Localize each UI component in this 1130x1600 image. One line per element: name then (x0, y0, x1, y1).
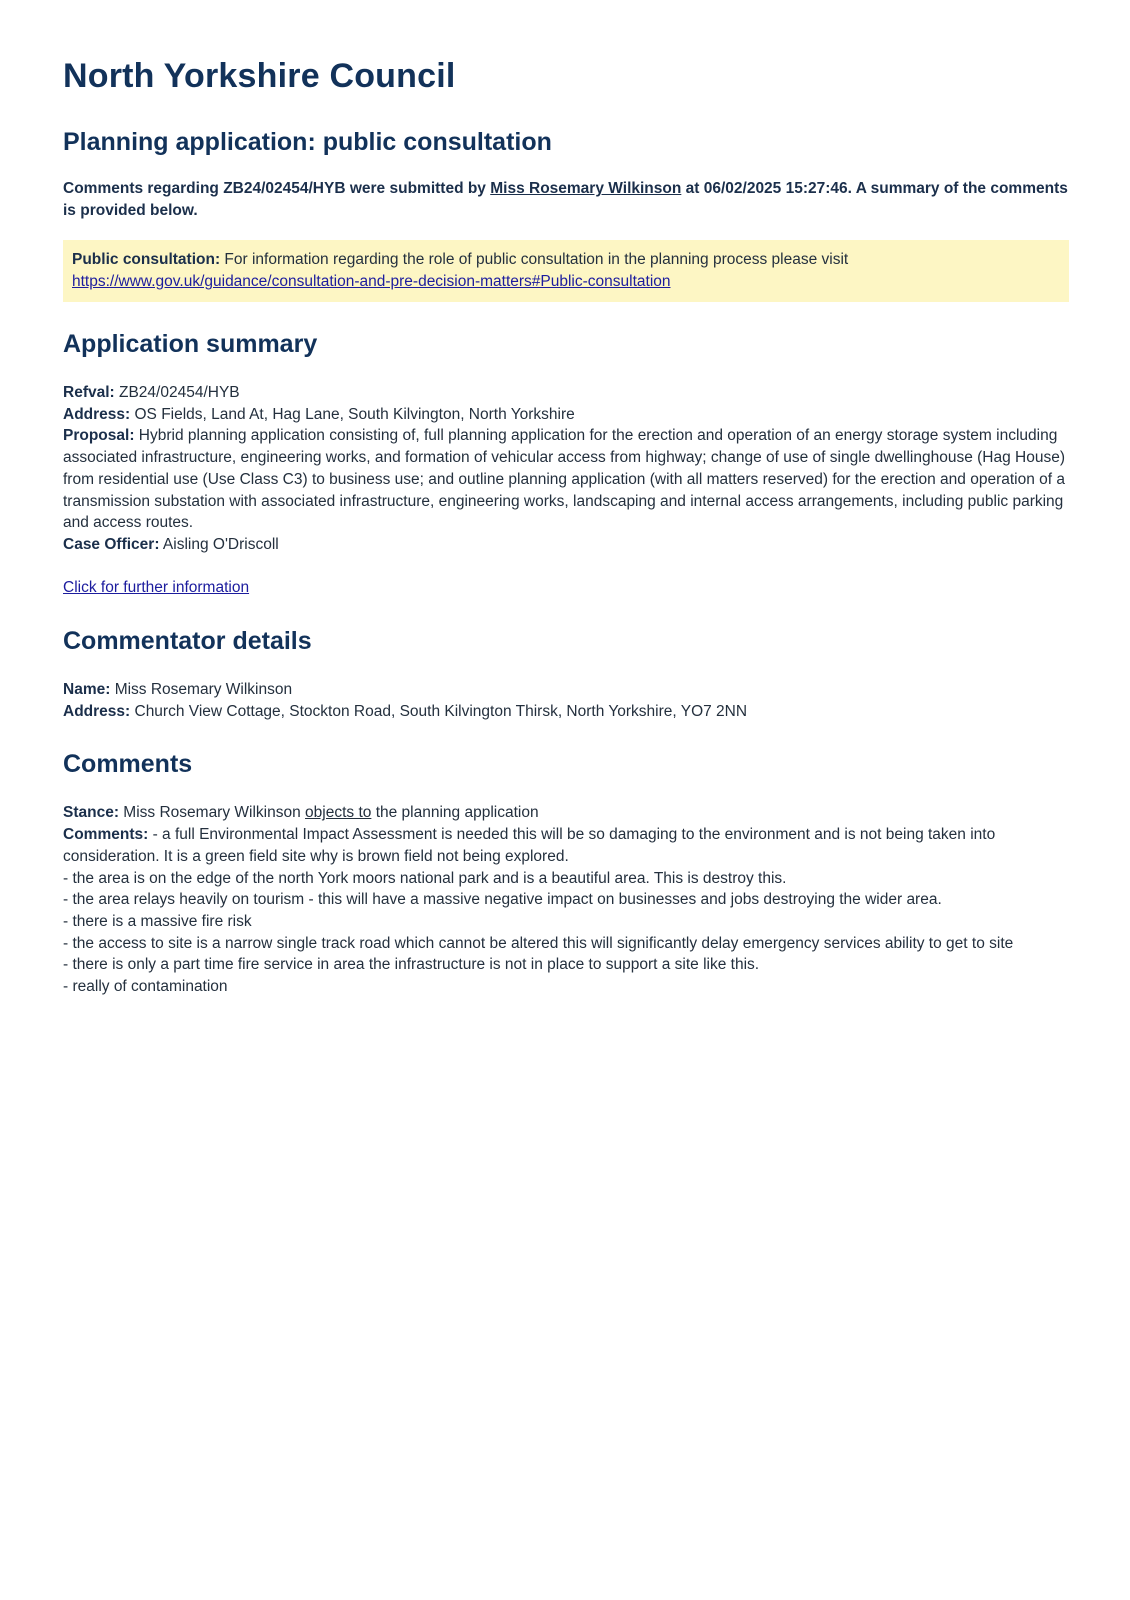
commentator-name-row (63, 679, 1069, 701)
application-summary-heading: Application summary (63, 330, 318, 358)
refval-label: Refval: (63, 384, 115, 401)
comment-point: - there is a massive fire risk (63, 912, 252, 930)
refval-value: ZB24/02454/HYB (114, 384, 240, 401)
page-subtitle: Planning application: public consultation (63, 128, 552, 156)
comment-point: - there is only a part time fire service in area the infrastructure is not in place to support a site like this. (63, 956, 760, 974)
commentator-address-row (63, 701, 1069, 723)
stance-label: Stance: (63, 804, 119, 822)
case-officer-value: Aisling O'Driscoll (159, 535, 279, 553)
commentator-details-heading: Commentator details (63, 627, 312, 656)
proposal-value: Hybrid planning application consisting of, full planning application for the erection and operation of an energy storage system including associated infrastructure, engineering works, and formation of vehicular access from highway; change of use of single dwellinghouse (Hag House) from residential use (Use Class C3) to business use; and outline planning application (with all matters reserved) for the erection and operation of a transmission substation with associated infrastructure, engineering works, landscaping and internal access arrangements, including public parking and access routes. (63, 427, 1066, 532)
comments-heading: Comments (63, 750, 193, 779)
comment-point: - the area relays heavily on tourism - this will have a massive negative impact on businesses and jobs destroying the wider area. (63, 891, 942, 909)
public-consultation-notice (63, 240, 1069, 302)
application-address-row (63, 404, 1069, 426)
notice-label: Public consultation: (72, 251, 221, 268)
notice-text: For information regarding the role of public consultation in the planning process please visit (220, 251, 849, 268)
council-title: North Yorkshire Council (63, 57, 456, 95)
case-officer-row (63, 534, 1069, 556)
submitter-link[interactable]: Miss Rosemary Wilkinson (490, 180, 682, 197)
refval-row (63, 382, 1069, 404)
stance-link[interactable]: objects to (305, 804, 372, 822)
commentator-address-value: Church View Cottage, Stockton Road, South Kilvington Thirsk, North Yorkshire, YO7 2NN (130, 702, 748, 720)
application-address-value: OS Fields, Land At, Hag Lane, South Kilvington, North Yorkshire (130, 405, 575, 423)
application-address-label: Address: (63, 405, 131, 423)
comments-first-text: - a full Environmental Impact Assessment is needed this will be so damaging to the environment and is not being taken into consideration. It is a green field site why is brown field not being explored. (63, 826, 996, 865)
further-information-link[interactable]: Click for further information (63, 579, 250, 597)
stance-row (63, 802, 1069, 824)
stance-suffix: the planning application (371, 804, 539, 822)
stance-prefix: Miss Rosemary Wilkinson (119, 804, 306, 822)
proposal-label: Proposal: (63, 427, 135, 445)
commentator-name-label: Name: (63, 681, 111, 699)
commentator-details (63, 679, 1069, 722)
case-officer-label: Case Officer: (63, 535, 160, 553)
comment-point: - the access to site is a narrow single track road which cannot be altered this will significantly delay emergency services ability to get to site (63, 934, 1014, 952)
proposal-row (63, 425, 1069, 534)
submission-intro (63, 178, 1069, 222)
comments-label: Comments: (63, 826, 149, 844)
comment-point: - really of contamination (63, 978, 228, 996)
intro-suffix: at 06/02/2025 15:27:46. A summary of the comments is provided below. (63, 180, 1068, 219)
comments-body (63, 802, 1069, 997)
intro-prefix: Comments regarding ZB24/02454/HYB were submitted by (63, 180, 491, 197)
application-summary (63, 382, 1069, 599)
consultation-guidance-link[interactable]: https://www.gov.uk/guidance/consultation-and-pre-decision-matters#Public-consultation (72, 273, 671, 290)
commentator-address-label: Address: (63, 702, 131, 720)
comment-point: - the area is on the edge of the north York moors national park and is a beautiful area. This is destroy this. (63, 869, 787, 887)
commentator-name-value: Miss Rosemary Wilkinson (110, 681, 293, 699)
document-page (63, 52, 1069, 998)
comments-first-row (63, 824, 1069, 867)
